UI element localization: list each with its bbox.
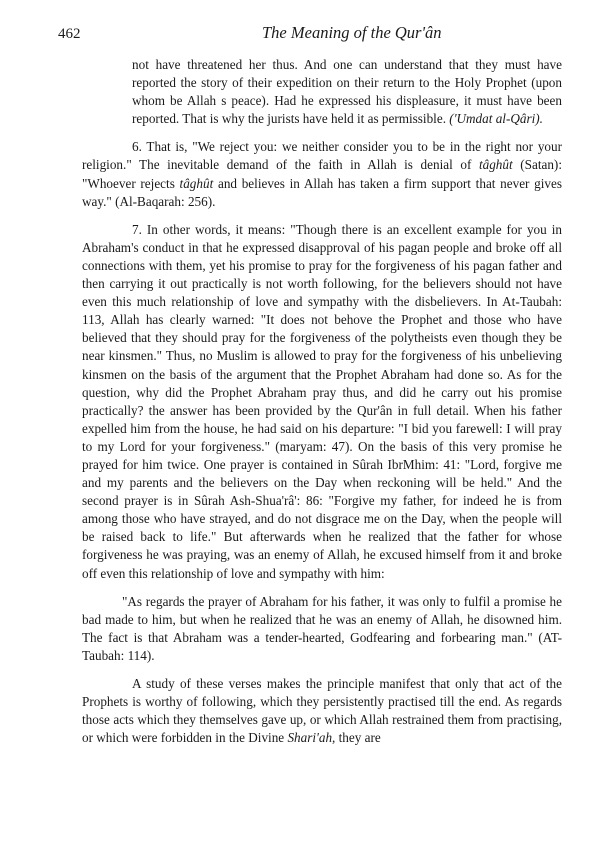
page-number: 462 [58,26,81,42]
running-head: The Meaning of the Qur'ân [262,23,442,42]
note-6-term-1: tâghût [478,157,513,173]
note-6-text-a: 6. That is, "We reject you: we neither consider you to be in the right nor your religion." The inevitable demand of the faith in Allah is denial of [82,139,562,173]
final-text-b: , they are [332,730,381,746]
note-6-text-c: and believes in Allah has taken a firm support that never gives way." (Al-Baqarah: 256). [82,175,562,209]
citation: ('Umdat al-Qâri). [449,111,543,127]
note-6-text-b: (Satan): "Whoever rejects [82,157,562,191]
final-text-a: A study of these verses makes the principle manifest that only that act of the Prophets is worthy of following, which they persistently practised till the end. As regards those acts which they themselves gave up, or which Allah restrained them from practising, or which were forbidden in the Divine [82,676,562,746]
final-term: Shari'ah [287,730,333,746]
continued-text: not have threatened her thus. And one can understand that they must have reported the story of their expedition on their return to the Holy Prophet (upon whom be Allah s peace). Had he expressed his displeasure, it must have been reported. That is why the jurists have held it as permissible. [132,57,562,127]
page-body [82,56,562,747]
continued-paragraph [82,56,562,128]
note-6-term-2: tâghût [179,175,214,191]
final-paragraph [82,675,562,747]
quotation: "As regards the prayer of Abraham for his father, it was only to fulfil a promise he bad made to him, but when he realized that he was an enemy of Allah, he disowned him. The fact is that Abraham was a tender-hearted, Godfearing and forbearing man." (AT-Taubah: 114). [82,593,562,663]
note-6 [82,138,562,210]
note-7: 7. In other words, it means: "Though there is an excellent example for you in Abraham's conduct in that he expressed disapproval of his pagan people and broke off all connections with them, yet his promise to pray for the forgiveness of his pagan father and then carrying it out practically is not worth following, for the believers should not have even this much relationship of love and sympathy with the disbelievers. In At-Taubah: 113, Allah has clearly warned: "It does not behove the Prophet and those who have believed that they should pray for the forgiveness of the polytheists even though they be near kinsmen." Thus, no Muslim is allowed to pray for the forgiveness of his unbelieving kinsmen on the basis of the argument that the Prophet Abraham had done so. As for the question, why did the Prophet Abraham pray thus, and did he carry out his promise practically? the answer has been provided by the Qur'ân in full detail. When his father expelled him from the house, he had said on his departure: "I bid you farewell: I will pray to my Lord for your forgiveness." (maryam: 47). On the basis of this very promise he prayed for him twice. One prayer is contained in Sûrah IbrMhim: 41: "Lord, forgive me and my parents and the believers on the Day when reckoning will be held." And the second prayer is in Sûrah Ash-Shua'râ': 86: "Forgive my father, for indeed he is from among those who have strayed, and do not disgrace me on the Day, when the people will be raised back to life." But afterwards when he realized that the father for whose forgiveness he was praying, was an enemy of Allah, he excused himself from it and broke off even this relationship of love and sympathy with him: [82,221,562,581]
